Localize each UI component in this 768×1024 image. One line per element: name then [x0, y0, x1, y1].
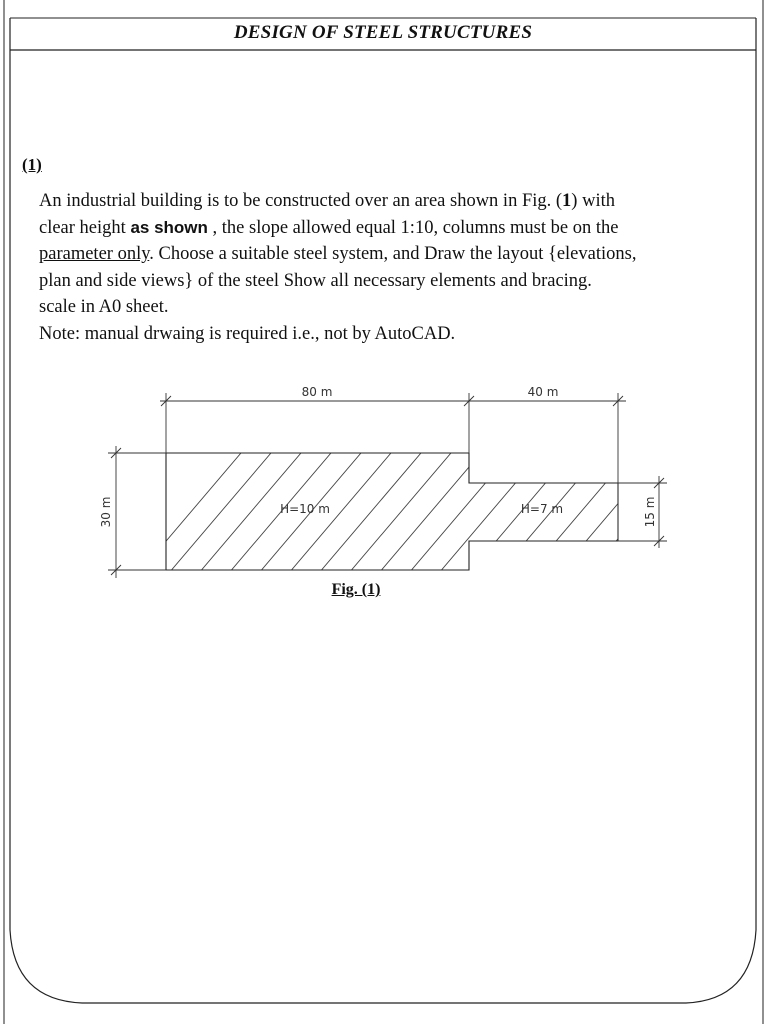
text-line-1: An industrial building is to be constructed over an area shown in Fig. (1) with	[39, 191, 615, 211]
area-label-h10: H=10 m	[280, 502, 330, 516]
text-line-4: plan and side views} of the steel Show all necessary elements and bracing.	[39, 270, 592, 291]
figure-caption: Fig. (1)	[331, 581, 381, 598]
dim-30m-label: 30 m	[99, 496, 113, 528]
text-line-6: Note: manual drwaing is required i.e., not by AutoCAD.	[39, 323, 456, 344]
text-line-2: clear height as shown , the slope allowed equal 1:10, columns must be on the	[39, 217, 619, 238]
text-line-3: parameter only. Choose a suitable steel system, and Draw the layout {elevations,	[39, 244, 637, 264]
text-line-5: scale in A0 sheet.	[39, 297, 169, 317]
dim-40m-label: 40 m	[527, 385, 559, 399]
dim-80m-label: 80 m	[301, 385, 333, 399]
page-title: DESIGN OF STEEL STRUCTURES	[233, 22, 533, 43]
dim-15m-label: 15 m	[643, 496, 657, 528]
question-number: (1)	[22, 155, 42, 174]
dimension-top	[160, 393, 626, 541]
area-label-h7: H=7 m	[520, 502, 564, 516]
dimension-left	[108, 446, 166, 578]
